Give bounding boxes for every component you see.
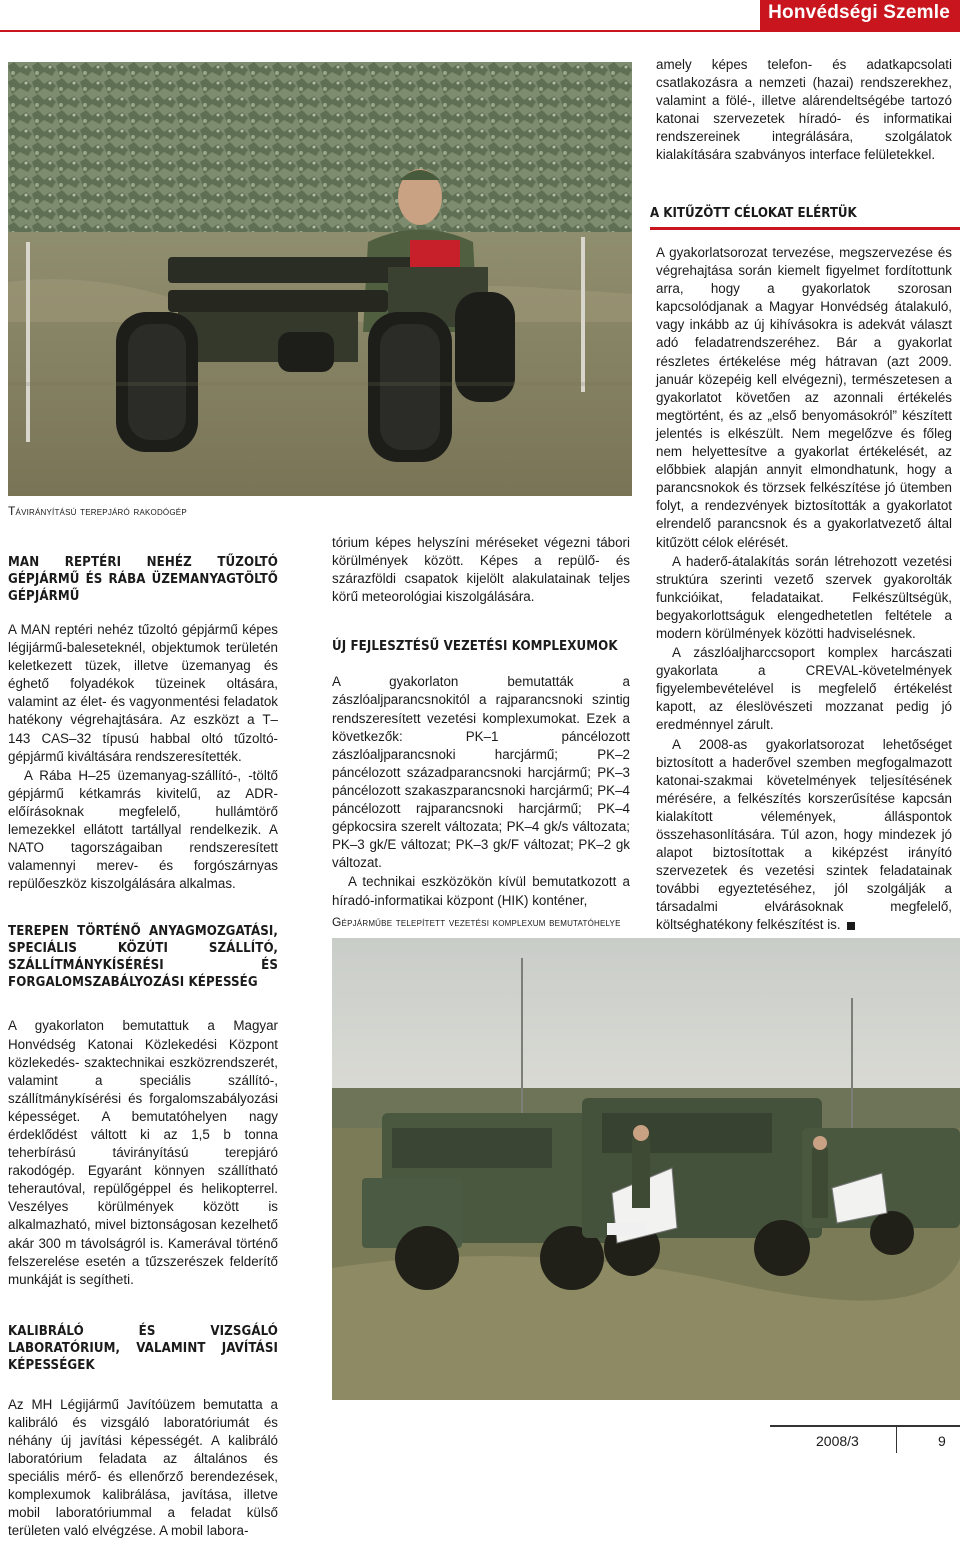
column-2 <box>332 534 630 911</box>
paragraph-text: A 2008-as gyakorlatsorozat lehetőséget biztosított a haderővel szemben megfogalmazott katonai-szakmai követelmények teljesítésének mérésére, a felkészítés korszerűsítése kapcsán kialakított vélemények, álláspontok összehasonlítására. Túl azon, hogy mindezek jó alapot biztosítottak a kiképzést irányító szervezetek és vezetési szintek feladatainak további egyeztetéséhez, jól szolgálják a társadalmi elvárásoknak megfelelő, költséghatékony felkészítést is. <box>656 736 952 933</box>
section-rule <box>650 227 960 230</box>
page-number: 9 <box>938 1433 946 1449</box>
paragraph: A zászlóaljharccsoport komplex harcászati gyakorlata a CREVAL-követelmények figyelembevételével is megfelelő értékelést kapott, az éleslövészeti mozzanat pedig jó eredménnyel zárult. <box>656 645 952 733</box>
paragraph: A MAN reptéri nehéz tűzoltó gépjármű képes légijármű-baleseteknél, objektumok területén keletkezett tüzek, illetve üzemanyag és éghető folyadékok tüzeinek oltására, valamint az élet- és vagyonmentési feladatok hatékony végrehajtására. Az eszközt a T–143 CAS–32 típusú habbal oltó tűzoltó-gépjármű kiváltására rendszeresítették. <box>8 622 278 764</box>
loader-photo-art <box>8 62 632 496</box>
page-footer <box>770 1425 960 1455</box>
paragraph: tórium képes helyszíni méréseket végezni tábori körülmények között. Képes a repülő- és szárazföldi csapatok kijelölt alakulatainak teljes körű meteorológiai kiszolgálására. <box>332 535 630 605</box>
column-1 <box>8 554 278 1542</box>
caption-top: Távirányítású terepjáró rakodógép <box>8 504 187 518</box>
section-title: A KITŰZÖTT CÉLOKAT ELÉRTÜK <box>650 206 857 221</box>
vehicles-photo <box>332 938 960 1400</box>
caption-bottom: Gépjárműbe telepített vezetési komplexum bemutatóhelye <box>332 915 621 929</box>
paragraph: A technikai eszközökön kívül bemutatkozott a híradó-informatikai központ (HIK) konténer, <box>332 874 630 908</box>
paragraph: Az MH Légijármű Javítóüzem bemutatta a kalibráló és vizsgáló laboratóriumát és néhány új javítási képességét. A kalibráló laboratórium feladata az általános és speciális mérő- és ellenőrző berendezések, komplexumok kalibrálása, javítása, illetve mobil laboratóriummal a feladat külső területen való elvégzése. A mobil labora- <box>8 1396 278 1539</box>
heading-calibration: KALIBRÁLÓ ÉS VIZSGÁLÓ LABORATÓRIUM, VALAMINT JAVÍTÁSI KÉPESSÉGEK <box>8 1323 278 1373</box>
column-3 <box>656 56 952 166</box>
paragraph: amely képes telefon- és adatkapcsolati csatlakozásra a nemzeti (hazai) rendszerekhez, valamint a fölé-, illetve alárendeltségébe tartozó katonai szervezetek híradó- és informatikai rendszereinek integrálására, szolgálatok kialakítására szabványos interface felületekkel. <box>656 57 952 163</box>
footer-divider <box>896 1427 897 1453</box>
paragraph: A gyakorlaton bemutatták a zászlóaljparancsnokitól a rajparancsnoki szintig rendszeresített vezetési komplexumokat. Ezek a következők: PK–1 páncélozott zászlóaljparancsnoki harcjármű; PK–2 páncélozott századparancsnoki harcjármű; PK–3 páncélozott szakaszparancsnoki harcjármű; PK–4 páncélozott rajparancsnoki harcjármű; PK–4 gépkocsira szerelt változata; PK–4 gk/s változata; PK–3 gk/E változat; PK–3 gk/F változat; PK–2 gk változat. <box>332 674 630 871</box>
column-3-body <box>656 244 952 936</box>
magazine-title: Honvédségi Szemle <box>768 2 950 23</box>
paragraph <box>656 736 952 935</box>
header-rule <box>0 30 960 32</box>
heading-command-complex: ÚJ FEJLESZTÉSŰ VEZETÉSI KOMPLEXUMOK <box>332 639 618 655</box>
section-title-bar <box>650 200 960 230</box>
issue-number: 2008/3 <box>816 1433 859 1449</box>
paragraph: A Rába H–25 üzemanyag-szállító-, -töltő gépjármű kétkamrás kivitelű, az ADR-előírásoknak megfelelő, hullámtörő lemezekkel ellátott tartállyal rendelkezik. A NATO tagországaiban rendszeresített valamennyi merev- és forgószárnyas repülőeszköz kiszolgálására alkalmas. <box>8 767 278 892</box>
end-mark <box>847 922 855 930</box>
heading-man-raba: MAN REPTÉRI NEHÉZ TŰZOLTÓ GÉPJÁRMŰ ÉS RÁBA ÜZEMANYAGTÖLTŐ GÉPJÁRMŰ <box>8 555 278 604</box>
paragraph: A gyakorlaton bemutattuk a Magyar Honvédség Katonai Közlekedési Központ közlekedés- szaktechnikai eszközrendszerét, valamint a speciális szállító-, szállítmánykísérési és forgalomszabályozási képességet. A bemutatóhelyen nagy érdeklődést váltott ki az 1,5 b tonna teherbírású távirányítású terepjáró rakodógép. Egyaránt könnyen szállítható teherautóval, repülőgéppel és helikopterrel. Veszélyes körülmények között is alkalmazható, mivel biztonságosan kezelhető akár 300 m távolságról is. Kamerával történő felszerelése esetén a tűzszerészek felderítő munkáját is segítheti. <box>8 1018 278 1287</box>
vehicles-photo-art <box>332 938 960 1400</box>
loader-photo <box>8 62 632 496</box>
brand-bar <box>760 0 960 30</box>
paragraph: A haderő-átalakítás során létrehozott vezetési struktúra szerinti vezető szervek gyakorolták funkcióikat, feladataikat. Felkészültségük, begyakorlottságuk elengedhetetlen feltétele a modern körülmények közötti hadviselésnek. <box>656 553 952 641</box>
heading-terrain: TEREPEN TÖRTÉNŐ ANYAGMOZGATÁSI, SPECIÁLIS KÖZÚTI SZÁLLÍTÓ, SZÁLLÍTMÁNYKÍSÉRÉSI ÉS FORGALOMSZABÁLYOZÁSI KÉPESSÉG <box>8 924 278 991</box>
footer-rule <box>770 1425 960 1427</box>
paragraph: A gyakorlatsorozat tervezése, megszervezése és végrehajtása során kiemelt figyelmet fordítottunk arra, hogy a gyakorlatok szorosan kapcsolódjanak a Magyar Honvédség átalakuló, vagy inkább az új kihívásokra is adekvát választ adó feladatrendszeréhez. Bár a gyakorlat részletes értékelése még hátravan (azt 2009. január közepéig kell elvégezni), természetesen a gyakorlatot követően az azonnali értékelés megtörtént, és az „első benyomásokról” készített jelentés is elkészült. Nem megelőzve és főleg nem helyettesítve a gyakorlat értékelését, az előbbiek alapján annyit elmondhatunk, hogy a parancsnokok és törzsek felkészítése jó ütemben folyt, a rendezvények biztosították a gyakorlatot elrendelő parancsnok és a gyakorlatvezető által kitűzött célok elérését. <box>656 245 952 550</box>
